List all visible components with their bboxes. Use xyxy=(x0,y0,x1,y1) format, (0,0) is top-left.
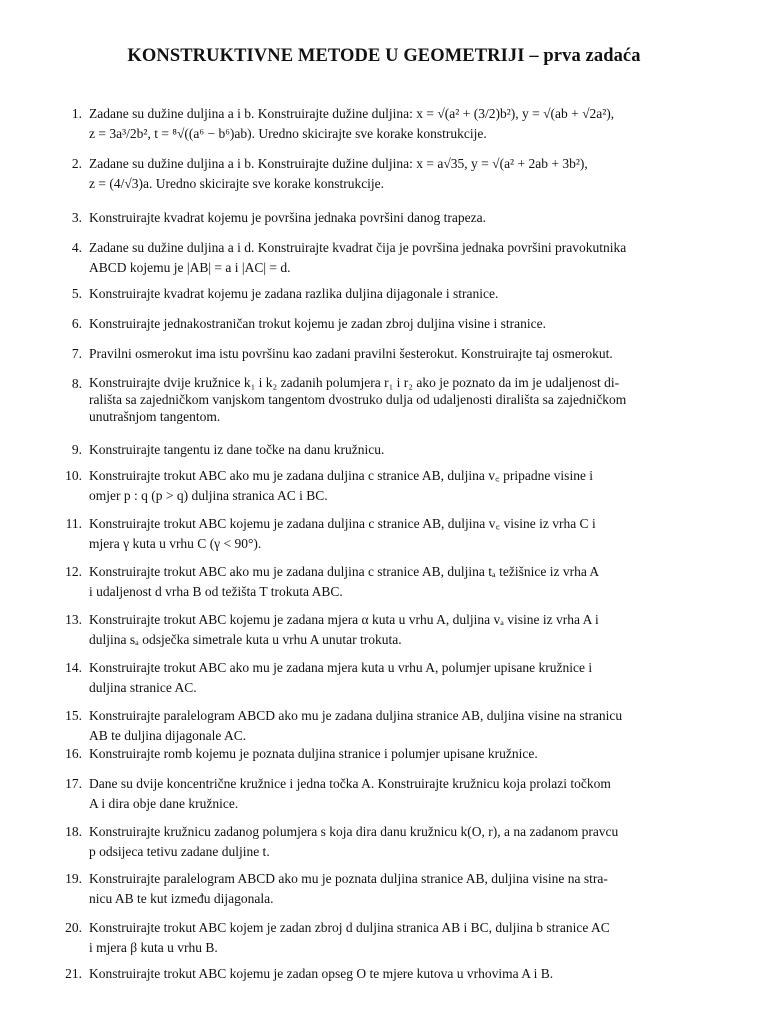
problem-line: Konstruirajte paralelogram ABCD ako mu je poznata duljina stranice AB, duljina visine na stra- xyxy=(89,871,608,886)
problem-line: nicu AB te kut između dijagonala. xyxy=(89,891,274,906)
problem-line: AB te duljina dijagonale AC. xyxy=(89,728,247,743)
problem-text xyxy=(89,918,681,958)
problem-line: Konstruirajte trokut ABC ako mu je zadana duljina c stranice AB, duljina v꜀ pripadne visine i xyxy=(89,468,594,483)
problem-line: Zadane su dužine duljina a i d. Konstruirajte kvadrat čija je površina jednaka površini pravokutnika xyxy=(89,240,627,255)
problem-text xyxy=(89,208,681,228)
problem-text xyxy=(89,610,681,650)
problem-number: 11. xyxy=(65,516,82,531)
problem-text xyxy=(89,374,681,425)
problem-line: i mjera β kuta u vrhu B. xyxy=(89,940,218,955)
problem-text xyxy=(89,314,681,334)
problem-text xyxy=(89,466,681,506)
problem-text xyxy=(89,440,681,460)
problem-text xyxy=(89,154,681,194)
problem-line: i udaljenost d vrha B od težišta T trokuta ABC. xyxy=(89,584,343,599)
problem-text xyxy=(89,344,681,364)
page-title xyxy=(0,46,768,67)
problem-number: 13. xyxy=(65,612,82,627)
problem-text xyxy=(89,964,681,984)
problem-line: Konstruirajte trokut ABC ako mu je zadana mjera kuta u vrhu A, polumjer upisane kružnice i xyxy=(89,660,593,675)
problem-line: Konstruirajte trokut ABC kojem je zadan zbroj d duljina stranica AB i BC, duljina b stranice AC xyxy=(89,920,610,935)
problem-number: 1. xyxy=(71,106,82,121)
problem-text xyxy=(89,706,681,746)
problem-number: 3. xyxy=(71,210,82,225)
problem-number: 9. xyxy=(71,442,82,457)
problem-number: 12. xyxy=(65,564,82,579)
problem-line: unutrašnjom tangentom. xyxy=(89,409,221,424)
problem-line: ABCD kojemu je |AB| = a i |AC| = d. xyxy=(89,260,291,275)
problem-number: 17. xyxy=(65,776,82,791)
problem-line: Konstruirajte kvadrat kojemu je površina jednaka površini danog trapeza. xyxy=(89,210,486,225)
problem-line: Konstruirajte tangentu iz dane točke na danu kružnicu. xyxy=(89,442,385,457)
problem-line: Konstruirajte trokut ABC kojemu je zadana mjera α kuta u vrhu A, duljina vₐ visine iz vrha A i xyxy=(89,612,599,627)
problem-text xyxy=(89,869,681,909)
title-dash: – xyxy=(524,46,544,66)
problem-number: 19. xyxy=(65,871,82,886)
problem-line: Konstruirajte trokut ABC kojemu je zadan opseg O te mjere kutova u vrhovima A i B. xyxy=(89,966,554,981)
problem-text xyxy=(89,514,681,554)
problem-line: Konstruirajte trokut ABC ako mu je zadana duljina c stranice AB, duljina tₐ težišnice iz vrha A xyxy=(89,564,600,579)
problem-number: 5. xyxy=(71,286,82,301)
problem-line: A i dira obje dane kružnice. xyxy=(89,796,239,811)
problem-line: Konstruirajte kružnicu zadanog polumjera s koja dira danu kružnicu k(O, r), a na zadanom pravcu xyxy=(89,824,619,839)
problem-line: rališta sa zajedničkom vanjskom tangentom dvostruko dulja od udaljenosti dirališta sa zajedničkom xyxy=(89,392,627,407)
problem-number: 10. xyxy=(65,468,82,483)
problem-line: p odsijeca tetivu zadane duljine t. xyxy=(89,844,270,859)
problem-line: omjer p : q (p > q) duljina stranica AC i BC. xyxy=(89,488,328,503)
problem-line: Dane su dvije koncentrične kružnice i jedna točka A. Konstruirajte kružnicu koja prolazi točkom xyxy=(89,776,611,791)
problem-number: 15. xyxy=(65,708,82,723)
problem-text xyxy=(89,238,681,278)
problem-line: Konstruirajte trokut ABC kojemu je zadana duljina c stranice AB, duljina v꜀ visine iz vrha C i xyxy=(89,516,596,531)
problem-number: 16. xyxy=(65,746,82,761)
problem-text xyxy=(89,284,681,304)
problem-number: 7. xyxy=(71,346,82,361)
problem-text xyxy=(89,822,681,862)
problem-number: 21. xyxy=(65,966,82,981)
problem-number: 20. xyxy=(65,920,82,935)
problem-line: z = (4/√3)a. Uredno skicirajte sve korake konstrukcije. xyxy=(89,176,385,191)
problem-number: 2. xyxy=(71,156,82,171)
problem-line: duljina sₐ odsječka simetrale kuta u vrhu A unutar trokuta. xyxy=(89,632,402,647)
problem-line: Konstruirajte kvadrat kojemu je zadana razlika duljina dijagonale i stranice. xyxy=(89,286,499,301)
problem-line: duljina stranice AC. xyxy=(89,680,197,695)
problem-text xyxy=(89,658,681,698)
problem-line: z = 3a³/2b², t = ⁸√((a⁶ − b⁶)ab). Uredno skicirajte sve korake konstrukcije. xyxy=(89,126,487,141)
problem-text xyxy=(89,744,681,764)
title-sub: prva zadaća xyxy=(543,46,641,66)
problem-line: Konstruirajte romb kojemu je poznata duljina stranice i polumjer upisane kružnice. xyxy=(89,746,538,761)
problem-number: 14. xyxy=(65,660,82,675)
problem-text xyxy=(89,562,681,602)
problem-text xyxy=(89,104,681,144)
problem-line: Konstruirajte paralelogram ABCD ako mu je zadana duljina stranice AB, duljina visine na stranicu xyxy=(89,708,623,723)
problem-number: 4. xyxy=(71,240,82,255)
title-main: KONSTRUKTIVNE METODE U GEOMETRIJI xyxy=(127,46,525,66)
problem-line: mjera γ kuta u vrhu C (γ < 90°). xyxy=(89,536,262,551)
problem-line: Pravilni osmerokut ima istu površinu kao zadani pravilni šesterokut. Konstruirajte taj osmerokut. xyxy=(89,346,613,361)
problem-number: 8. xyxy=(71,376,82,391)
problem-number: 6. xyxy=(71,316,82,331)
problem-line: Konstruirajte jednakostraničan trokut kojemu je zadan zbroj duljina visine i stranice. xyxy=(89,316,546,331)
problem-line: Zadane su dužine duljina a i b. Konstruirajte dužine duljina: x = a√35, y = √(a² + 2ab + 3b²), xyxy=(89,156,588,171)
problem-text xyxy=(89,774,681,814)
problem-number: 18. xyxy=(65,824,82,839)
problem-line: Zadane su dužine duljina a i b. Konstruirajte dužine duljina: x = √(a² + (3/2)b²), y = √(ab + √2a²), xyxy=(89,106,615,121)
problem-line: Konstruirajte dvije kružnice k₁ i k₂ zadanih polumjera r₁ i r₂ ako je poznato da im je udaljenost di- xyxy=(89,375,620,390)
